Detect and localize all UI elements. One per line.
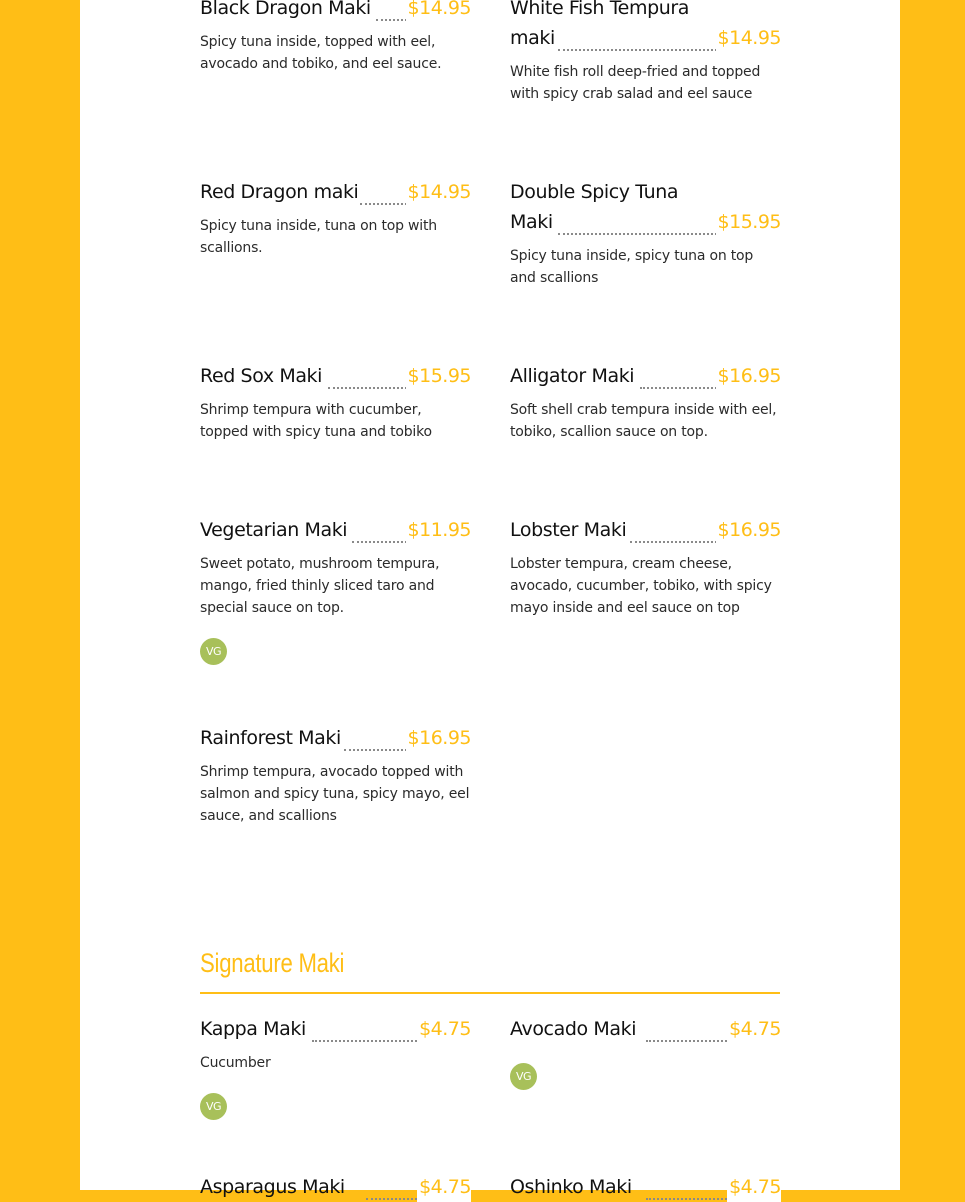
menu-item-header — [200, 0, 471, 23]
vegetarian-badge: VG — [200, 1093, 227, 1120]
menu-item-name: Rainforest Maki — [200, 727, 341, 749]
menu-item-price: $14.95 — [406, 177, 471, 207]
dotted-leader — [640, 377, 721, 389]
menu-item-header — [200, 515, 471, 545]
menu-item-name: Red Dragon maki — [200, 181, 359, 203]
menu-item-description: Spicy tuna inside, spicy tuna on top and scallions — [510, 248, 754, 286]
menu-item — [510, 361, 781, 443]
menu-item-description: Cucumber — [200, 1055, 271, 1071]
menu-item-description: Lobster tempura, cream cheese, avocado, cucumber, tobiko, with spicy mayo inside and eel sauce on top — [510, 556, 772, 616]
menu-item-header — [510, 1014, 781, 1044]
menu-item-price: $14.95 — [406, 0, 471, 23]
menu-item-header — [200, 177, 471, 207]
menu-item-name: Red Sox Maki — [200, 365, 323, 387]
dotted-leader — [558, 39, 721, 51]
menu-item-description: Sweet potato, mushroom tempura, mango, fried thinly sliced taro and special sauce on top. — [200, 556, 440, 616]
menu-item-name: Oshinko Maki — [510, 1176, 632, 1198]
menu-item-price: $16.95 — [716, 515, 781, 545]
section-title: Signature Maki — [200, 948, 345, 978]
menu-item-header — [200, 723, 471, 753]
menu-item — [200, 723, 471, 827]
menu-item — [510, 1014, 781, 1090]
menu-item-price: $4.75 — [417, 1014, 471, 1044]
menu-item — [200, 1172, 471, 1202]
dotted-leader — [630, 531, 721, 543]
menu-item-description: White fish roll deep-fried and topped with spicy crab salad and eel sauce — [510, 64, 761, 102]
menu-item — [200, 177, 471, 259]
menu-item-description: Spicy tuna inside, tuna on top with scallions. — [200, 218, 437, 256]
menu-item-price: $4.75 — [417, 1172, 471, 1202]
dotted-leader — [646, 1030, 731, 1042]
menu-item-price: $11.95 — [406, 515, 471, 545]
menu-item-header — [200, 361, 471, 391]
menu-item-description: Shrimp tempura, avocado topped with salmon and spicy tuna, spicy mayo, eel sauce, and scallions — [200, 764, 470, 824]
menu-item-name: Avocado Maki — [510, 1018, 637, 1040]
dotted-leader — [558, 223, 721, 235]
menu-item — [200, 515, 471, 665]
menu-item-price: $14.95 — [716, 23, 781, 53]
menu-item — [200, 0, 471, 75]
menu-item-name: Lobster Maki — [510, 519, 627, 541]
menu-item-description: Soft shell crab tempura inside with eel, tobiko, scallion sauce on top. — [510, 402, 777, 440]
menu-item-price: $4.75 — [727, 1172, 781, 1202]
menu-item-price: $16.95 — [406, 723, 471, 753]
menu-item-price: $16.95 — [716, 361, 781, 391]
menu-item — [510, 177, 781, 289]
menu-item-name: Kappa Maki — [200, 1018, 306, 1040]
vegetarian-badge: VG — [510, 1063, 537, 1090]
menu-item-name: Alligator Maki — [510, 365, 635, 387]
menu-item-name: Black Dragon Maki — [200, 0, 371, 19]
dotted-leader — [352, 531, 411, 543]
menu-item — [510, 0, 781, 105]
dotted-leader — [344, 739, 411, 751]
menu-item — [200, 1014, 471, 1120]
dotted-leader — [312, 1030, 421, 1042]
menu-item-header — [200, 1014, 471, 1044]
menu-item-header — [510, 1172, 781, 1202]
menu-item — [200, 361, 471, 443]
vegetarian-badge: VG — [200, 638, 227, 665]
menu-item — [510, 515, 781, 619]
menu-item-header — [510, 515, 781, 545]
menu-item-name: Double Spicy Tuna Maki — [510, 181, 679, 233]
menu-item — [510, 1172, 781, 1202]
menu-item-description: Spicy tuna inside, topped with eel, avocado and tobiko, and eel sauce. — [200, 34, 442, 72]
dotted-leader — [360, 193, 411, 205]
menu-item-name: Asparagus Maki — [200, 1176, 345, 1198]
menu-item-price: $15.95 — [406, 361, 471, 391]
menu-item-header — [510, 0, 781, 53]
menu-item-price: $4.75 — [727, 1014, 781, 1044]
menu-item-name: Vegetarian Maki — [200, 519, 348, 541]
menu-item-header — [510, 361, 781, 391]
menu-item-price: $15.95 — [716, 207, 781, 237]
menu-item-header — [200, 1172, 471, 1202]
menu-item-description: Shrimp tempura with cucumber, topped with spicy tuna and tobiko — [200, 402, 432, 440]
section-divider — [200, 992, 780, 994]
menu-item-name: White Fish Tempura maki — [510, 0, 690, 49]
dotted-leader — [328, 377, 411, 389]
menu-item-header — [510, 177, 781, 237]
